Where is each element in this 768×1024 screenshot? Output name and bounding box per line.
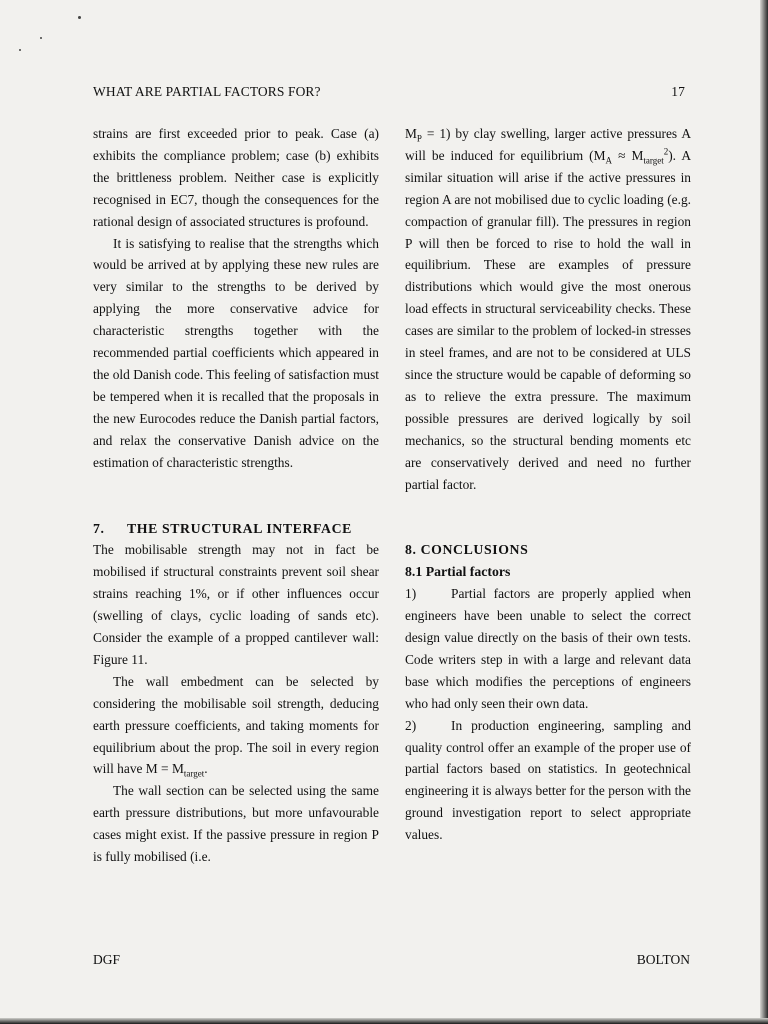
paragraph-text: The wall embedment can be selected by considering the mobilisable soil strength, deducing earth pressure coefficients, and taking moments for equilibrium about the prop. The soil in every region will have M = M bbox=[93, 673, 379, 777]
subscript: A bbox=[605, 155, 613, 166]
section-8-heading: 8. CONCLUSIONS bbox=[405, 542, 529, 558]
paragraph-text: = 1) by clay swelling, larger active pressures A will be induced for equilibrium (M bbox=[405, 126, 691, 163]
conclusion-item-2 bbox=[405, 715, 691, 846]
footer-left: DGF bbox=[93, 952, 121, 967]
conclusion-item-1 bbox=[405, 583, 691, 714]
section-7-heading bbox=[93, 518, 379, 540]
left-column bbox=[93, 123, 379, 868]
section-7-number: 7. bbox=[93, 520, 105, 536]
scan-speck bbox=[40, 37, 42, 39]
running-head bbox=[93, 84, 685, 100]
item-text: Partial factors are properly applied when engineers have been unable to select the correct design value directly on the basis of their own tests. Code writers step in with a large and relevant data base which modifies the perceptions of engineers who had only seen their own data. bbox=[405, 586, 691, 711]
footer bbox=[93, 952, 690, 968]
running-title: WHAT ARE PARTIAL FACTORS FOR? bbox=[93, 84, 321, 99]
scan-edge-right bbox=[760, 0, 768, 1024]
item-text: In production engineering, sampling and quality control offer an example of the proper use of partial factors based on statistics. In geotechnical engineering it is always better for the person with the ground investigation report to select appropriate values. bbox=[405, 717, 691, 843]
paragraph-text: . bbox=[204, 761, 208, 777]
subscript: target bbox=[183, 769, 205, 780]
superscript: 2 bbox=[663, 146, 669, 157]
item-number: 2) bbox=[405, 717, 417, 733]
section-8-1-heading: 8.1 Partial factors bbox=[405, 564, 511, 580]
footer-right: BOLTON bbox=[636, 952, 690, 967]
paragraph-text: M bbox=[405, 126, 417, 141]
right-column bbox=[405, 123, 691, 846]
scan-speck bbox=[19, 49, 21, 51]
item-number: 1) bbox=[405, 586, 417, 602]
page-number: 17 bbox=[671, 84, 685, 99]
paragraph-text: ). A similar situation will arise if the active pressures in region A are not mobilised due to cyclic loading (e.g. compaction of granular fill). The pressures in region P will then be forced to rise to hold the wall in equilibrium. These are examples of pressure distributions which would give the most onerous load effects in structural serviceability checks. These cases are similar to the problem of locked-in stresses in steel frames, and are not to be considered at ULS since the structure would be capable of deforming so as to relieve the extra pressure. The maximum possible pressures are derived logically by soil mechanics, so the structural bending moments etc are conservatively derived and need no further partial factor. bbox=[405, 147, 691, 492]
paragraph bbox=[405, 123, 691, 495]
subscript: P bbox=[416, 133, 422, 144]
paragraph: strains are first exceeded prior to peak. Case (a) exhibits the compliance problem; case (b) exhibits the brittleness problem. Neither case is explicitly recognised in EC7, though the consequences for the rational design of associated structures is profound. bbox=[93, 126, 379, 229]
spacer bbox=[93, 474, 379, 518]
scan-edge-bottom bbox=[0, 1018, 768, 1024]
paragraph: The wall section can be selected using the same earth pressure distributions, but more unfavourable cases might exist. If the passive pressure in region P is fully mobilised (i.e. bbox=[93, 783, 379, 865]
subscript: target bbox=[643, 155, 664, 166]
spacer bbox=[405, 495, 691, 539]
scan-speck bbox=[78, 16, 81, 19]
paragraph: It is satisfying to realise that the strengths which would be arrived at by applying these new rules are very similar to the strengths to be derived by applying the more conservative advice for characteristic strengths together with the recommended partial coefficients which appeared in the old Danish code. This feeling of satisfaction must be tempered when it is recalled that the proposals in the new Eurocodes reduce the Danish partial factors, and relax the conservative Danish advice on the estimation of characteristic strengths. bbox=[93, 235, 379, 470]
paragraph bbox=[93, 671, 379, 781]
section-7-title: THE STRUCTURAL INTERFACE bbox=[127, 520, 352, 536]
paragraph-text: ≈ M bbox=[612, 147, 644, 163]
paragraph: The mobilisable strength may not in fact be mobilised if structural constraints prevent soil shear strains reaching 1%, or if other influences occur (swelling of clays, cyclic loading of sands etc). Consider the example of a propped cantilever wall: Figure 11. bbox=[93, 542, 379, 667]
